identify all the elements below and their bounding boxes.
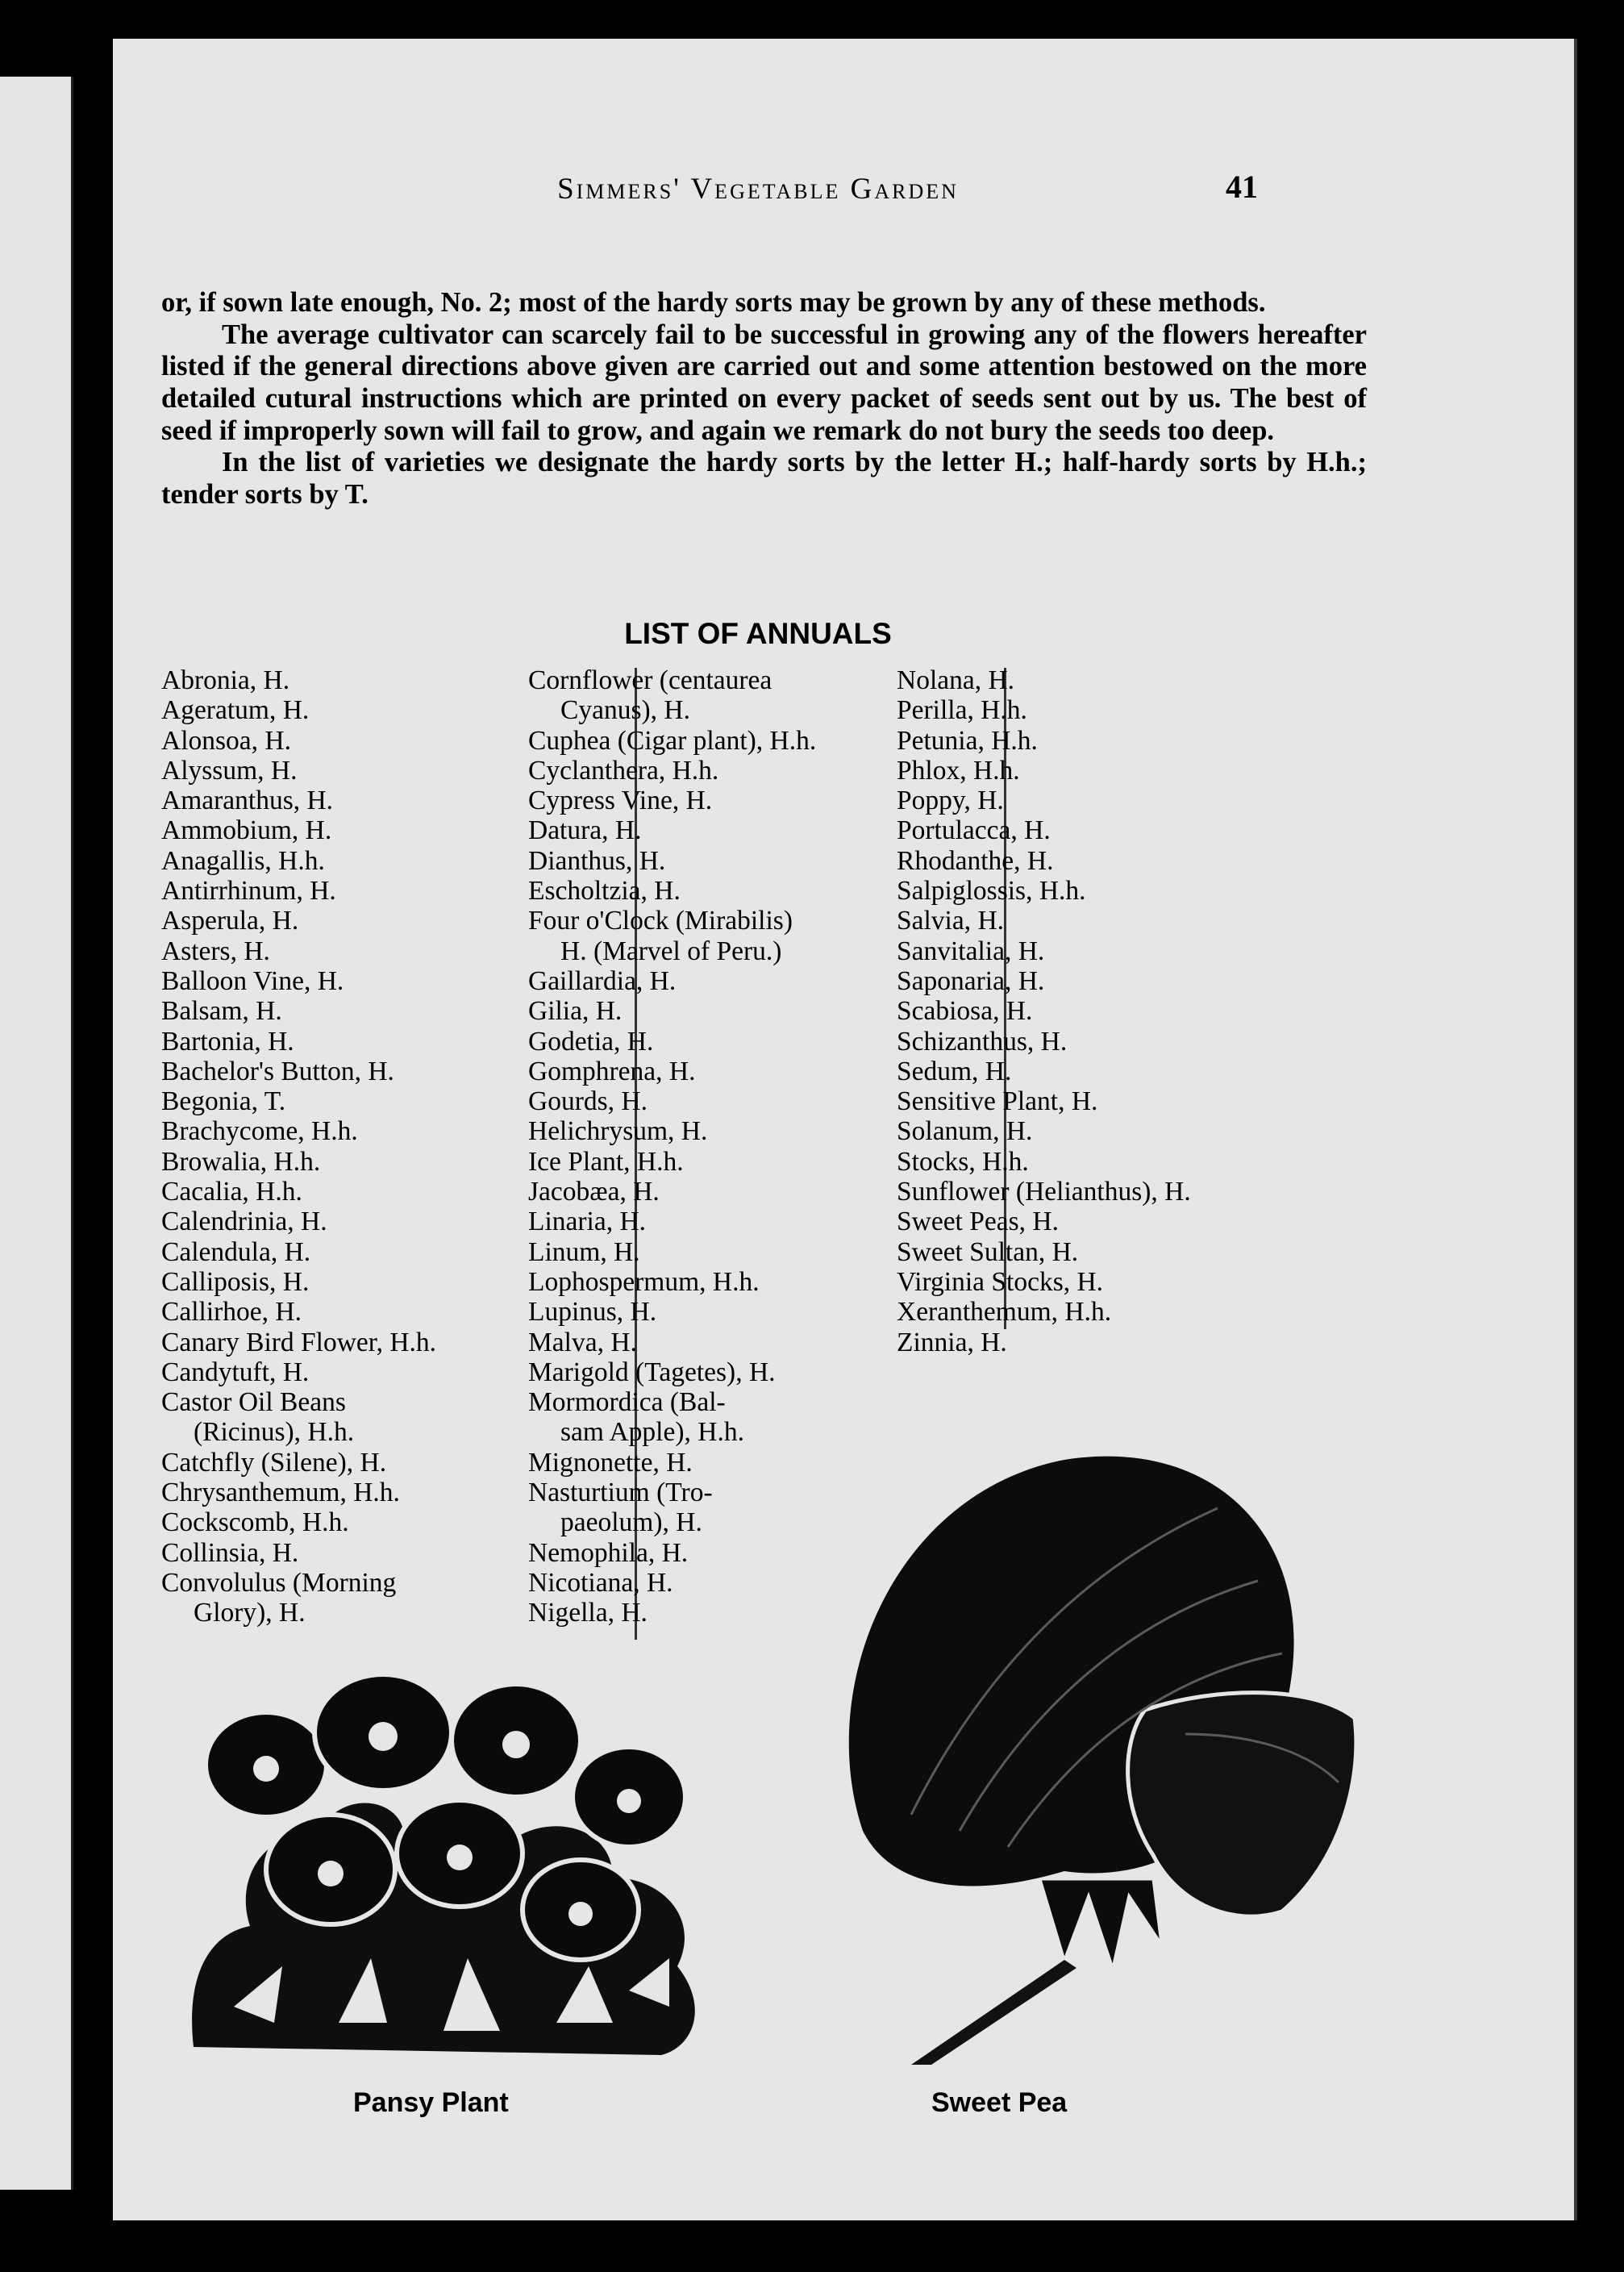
annual-list-item: Balsam, H. — [161, 996, 282, 1027]
intro-paragraph: The average cultivator can scarcely fail to be successful in growing any of the flowers hereafter listed if the general directions above given are carried out and some attention bestowed on the more detailed cutural instructions which are printed on every packet of seeds sent out by us. The best of seed if improperly sown will fail to grow, and again we remark do not bury the seeds too deep. — [161, 319, 1367, 446]
annual-list-item: Callirhoe, H. — [161, 1297, 302, 1328]
annual-list-item: Nicotiana, H. — [528, 1567, 673, 1598]
annual-list-item: Lupinus, H. — [528, 1297, 657, 1328]
annual-list-item: Xeranthemum, H.h. — [897, 1297, 1112, 1328]
annual-list-item: Sunflower (Helianthus), H. — [897, 1177, 1191, 1207]
annual-list-item: Convolulus (Morning — [161, 1567, 397, 1598]
annual-list-item: Nasturtium (Tro- — [528, 1478, 713, 1508]
annual-list-item: Ice Plant, H.h. — [528, 1146, 684, 1177]
annual-list-item: Datura, H. — [528, 815, 642, 846]
annual-list-item: Asperula, H. — [161, 906, 299, 936]
annual-list-item: Nemophila, H. — [528, 1537, 689, 1568]
sweet-pea-illustration — [798, 1444, 1371, 2065]
annual-list-item: Zinnia, H. — [897, 1327, 1007, 1357]
annual-list-item: Begonia, T. — [161, 1086, 286, 1117]
annual-list-item: Amaranthus, H. — [161, 786, 334, 816]
intro-paragraph: In the list of varieties we designate the hardy sorts by the letter H.; half-hardy sorts by H.h.; tender sorts by T. — [161, 447, 1367, 511]
annual-list-item: Stocks, H.h. — [897, 1146, 1029, 1177]
annual-list-item: Alonsoa, H. — [161, 725, 291, 756]
annual-list-item: paeolum), H. — [560, 1507, 702, 1538]
annual-list-item: Anagallis, H.h. — [161, 845, 325, 876]
annual-list-item: Petunia, H.h. — [897, 725, 1038, 756]
annual-list-item: Saponaria, H. — [897, 965, 1045, 996]
annual-list-item: Candytuft, H. — [161, 1357, 310, 1387]
annual-list-item: Cacalia, H.h. — [161, 1177, 302, 1207]
annual-list-item: Gourds, H. — [528, 1086, 648, 1117]
annual-list-item: Four o'Clock (Mirabilis) — [528, 906, 793, 936]
annual-list-item: Collinsia, H. — [161, 1537, 299, 1568]
annual-list-item: Ageratum, H. — [161, 695, 310, 726]
annual-list-item: Nolana, H. — [897, 665, 1015, 695]
annual-list-item: Sanvitalia, H. — [897, 936, 1045, 966]
annual-list-item: Escholtzia, H. — [528, 876, 681, 907]
annual-list-item: Nigella, H. — [528, 1598, 648, 1628]
page-number: 41 — [1226, 169, 1258, 205]
annual-list-item: Cuphea (Cigar plant), H.h. — [528, 725, 817, 756]
annual-list-item: Mignonette, H. — [528, 1447, 693, 1478]
annual-list-item: Schizanthus, H. — [897, 1026, 1068, 1057]
annual-list-item: Bachelor's Button, H. — [161, 1056, 394, 1086]
annual-list-item: Marigold (Tagetes), H. — [528, 1357, 776, 1387]
annual-list-item: Cockscomb, H.h. — [161, 1507, 349, 1538]
annual-list-item: Sweet Sultan, H. — [897, 1236, 1079, 1267]
sweet-pea-caption: Sweet Pea — [931, 2087, 1068, 2118]
annual-list-item: Godetia, H. — [528, 1026, 654, 1057]
list-heading: LIST OF ANNUALS — [624, 617, 892, 650]
annual-list-item: Canary Bird Flower, H.h. — [161, 1327, 437, 1357]
annual-list-item: Rhodanthe, H. — [897, 845, 1054, 876]
annual-list-item: Glory), H. — [194, 1598, 306, 1628]
annual-list-item: Cyclanthera, H.h. — [528, 755, 719, 786]
annual-list-item: Cornflower (centaurea — [528, 665, 772, 695]
annual-list-item: Sensitive Plant, H. — [897, 1086, 1098, 1117]
annual-list-item: Chrysanthemum, H.h. — [161, 1478, 400, 1508]
annual-list-item: Poppy, H. — [897, 786, 1004, 816]
annual-list-item: Linum, H. — [528, 1236, 640, 1267]
pansy-plant-illustration — [177, 1668, 726, 2063]
annual-list-item: Helichrysum, H. — [528, 1116, 708, 1147]
annual-list-item: Jacobæa, H. — [528, 1177, 660, 1207]
annual-list-item: Castor Oil Beans — [161, 1387, 346, 1418]
annual-list-item: Gomphrena, H. — [528, 1056, 696, 1086]
intro-paragraph: or, if sown late enough, No. 2; most of the hardy sorts may be grown by any of these methods. — [161, 287, 1266, 318]
annual-list-item: Catchfly (Silene), H. — [161, 1447, 387, 1478]
annual-list-item: Abronia, H. — [161, 665, 290, 695]
annual-list-item: Lophospermum, H.h. — [528, 1266, 760, 1297]
annual-list-item: Perilla, H.h. — [897, 695, 1027, 726]
annual-list-item: Cypress Vine, H. — [528, 786, 713, 816]
intro-text — [161, 287, 1367, 511]
annual-list-item: (Ricinus), H.h. — [194, 1417, 355, 1448]
annual-list-item: Malva, H. — [528, 1327, 637, 1357]
annual-list-item: H. (Marvel of Peru.) — [560, 936, 782, 966]
annual-list-item: Cyanus), H. — [560, 695, 690, 726]
annual-list-item: Brachycome, H.h. — [161, 1116, 358, 1147]
annual-list-item: sam Apple), H.h. — [560, 1417, 744, 1448]
annual-list-item: Salvia, H. — [897, 906, 1005, 936]
annual-list-item: Virginia Stocks, H. — [897, 1266, 1104, 1297]
annual-list-item: Sedum, H. — [897, 1056, 1012, 1086]
annual-list-item: Browalia, H.h. — [161, 1146, 321, 1177]
annual-list-item: Gaillardia, H. — [528, 965, 677, 996]
annual-list-item: Calliposis, H. — [161, 1266, 310, 1297]
annual-list-item: Bartonia, H. — [161, 1026, 294, 1057]
annuals-column-3 — [897, 665, 1324, 1357]
annual-list-item: Solanum, H. — [897, 1116, 1033, 1147]
annual-list-item: Calendula, H. — [161, 1236, 311, 1267]
annual-list-item: Scabiosa, H. — [897, 996, 1033, 1027]
pansy-caption: Pansy Plant — [353, 2087, 509, 2118]
running-header: Simmers' Vegetable Garden — [557, 173, 959, 206]
annual-list-item: Sweet Peas, H. — [897, 1207, 1059, 1237]
annual-list-item: Linaria, H. — [528, 1207, 647, 1237]
annual-list-item: Phlox, H.h. — [897, 755, 1020, 786]
annual-list-item: Dianthus, H. — [528, 845, 666, 876]
annual-list-item: Gilia, H. — [528, 996, 623, 1027]
annual-list-item: Alyssum, H. — [161, 755, 298, 786]
annual-list-item: Ammobium, H. — [161, 815, 332, 846]
annual-list-item: Asters, H. — [161, 936, 270, 966]
annual-list-item: Portulacca, H. — [897, 815, 1051, 846]
annuals-column-1 — [161, 665, 516, 1628]
annual-list-item: Calendrinia, H. — [161, 1207, 327, 1237]
annual-list-item: Balloon Vine, H. — [161, 965, 344, 996]
annual-list-item: Salpiglossis, H.h. — [897, 876, 1086, 907]
annual-list-item: Mormordica (Bal- — [528, 1387, 726, 1418]
annual-list-item: Antirrhinum, H. — [161, 876, 336, 907]
previous-page-edge — [0, 77, 73, 2190]
